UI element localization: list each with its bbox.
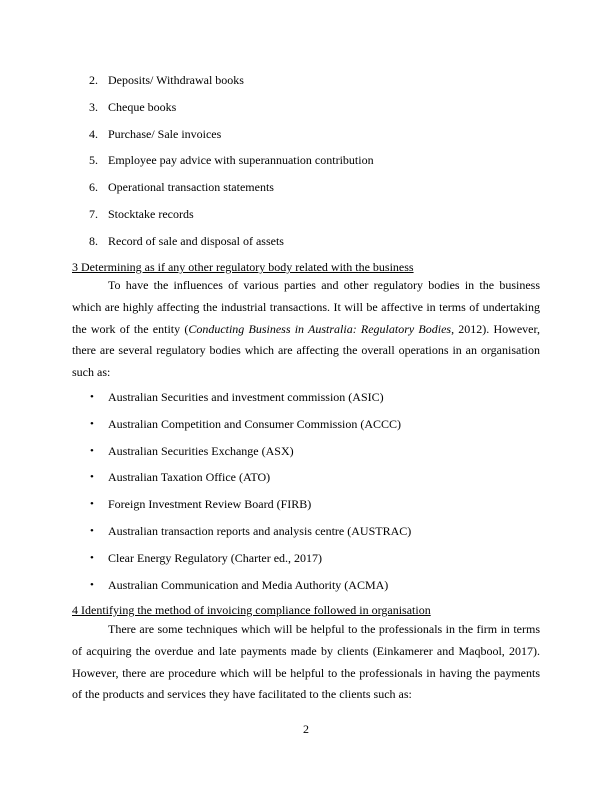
list-item-text: Record of sale and disposal of assets: [108, 233, 284, 248]
list-item-text: Operational transaction statements: [108, 180, 274, 195]
list-item-text: Australian Competition and Consumer Commission (ACCC): [108, 416, 401, 431]
section-3-heading: 3 Determining as if any other regulatory body related with the business: [72, 260, 414, 274]
list-item-text: Stocktake records: [108, 206, 194, 221]
paragraph-text: , 2012). However, there are several regulatory bodies which are affecting the overall operations in an organisation such as:: [72, 321, 540, 380]
list-number: 8.: [89, 233, 98, 248]
paragraph-text: To have the influences of various parties and other regulatory bodies in the business which are highly affecting the industrial transactions. It will be affective in terms of undertaking the work of the entity (: [72, 278, 540, 336]
list-item-text: Australian Communication and Media Authority (ACMA): [108, 577, 389, 592]
list-item-text: Cheque books: [108, 99, 177, 114]
list-item-text: Australian Taxation Office (ATO): [108, 470, 271, 485]
list-number: 2.: [89, 73, 98, 87]
bullet-marker: •: [90, 578, 94, 591]
list-item-text: Employee pay advice with superannuation contribution: [108, 153, 374, 168]
list-item-text: Australian Securities Exchange (ASX): [108, 443, 294, 458]
list-number: 6.: [89, 180, 98, 195]
list-number: 5.: [89, 153, 98, 168]
list-item-text: Clear Energy Regulatory (Charter ed., 2017): [108, 550, 323, 565]
bullet-marker: •: [90, 417, 94, 430]
list-item-text: Australian transaction reports and analysis centre (AUSTRAC): [108, 523, 412, 538]
list-item-text: Purchase/ Sale invoices: [108, 126, 222, 141]
list-number: 3.: [89, 99, 98, 114]
section-3-paragraph: [72, 275, 540, 384]
bullet-marker: •: [90, 444, 94, 457]
bullet-marker: •: [90, 391, 94, 403]
bullet-marker: •: [90, 498, 94, 511]
citation-title: Conducting Business in Australia: Regulatory Bodies: [188, 321, 452, 336]
list-item-text: Foreign Investment Review Board (FIRB): [108, 497, 312, 512]
bullet-marker: •: [90, 551, 94, 564]
bullet-marker: •: [90, 471, 94, 484]
bullet-marker: •: [90, 524, 94, 537]
page-number: 2: [303, 722, 309, 736]
list-item-text: Australian Securities and investment commission (ASIC): [108, 390, 384, 404]
section-4-paragraph: There are some techniques which will be helpful to the professionals in the firm in terms of acquiring the overdue and late payments made by clients (Einkamerer and Maqbool, 2017). However, there are procedure which will be helpful to the professionals in having the payments of the products and services they have facilitated to the clients such as:: [72, 622, 540, 702]
section-4-heading: 4 Identifying the method of invoicing compliance followed in organisation: [72, 603, 431, 617]
list-number: 4.: [89, 126, 98, 141]
list-item-text: Deposits/ Withdrawal books: [108, 73, 244, 87]
list-number: 7.: [89, 206, 98, 221]
